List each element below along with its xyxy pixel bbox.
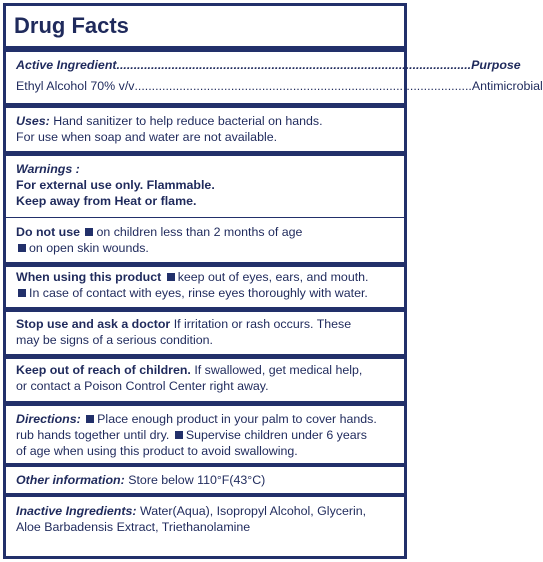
uses-section — [6, 113, 404, 145]
directions-section — [6, 411, 404, 459]
keep-out-text: If swallowed, get medical help, — [194, 363, 363, 377]
directions-heading: Directions: — [16, 412, 81, 426]
uses-text: Hand sanitizer to help reduce bacterial on hands. — [53, 114, 323, 128]
bullet-square-icon — [175, 431, 183, 439]
uses-heading: Uses: — [16, 114, 50, 128]
inactive-ingredients-heading: Inactive Ingredients: — [16, 504, 137, 518]
do-not-use-heading: Do not use — [16, 225, 81, 239]
bullet-square-icon — [85, 228, 93, 236]
divider — [6, 401, 404, 406]
keep-out-text: or contact a Poison Control Center right away. — [16, 379, 269, 393]
active-heading-row — [16, 57, 521, 73]
warnings-line: Keep away from Heat or flame. — [16, 194, 197, 208]
when-using-heading: When using this product — [16, 270, 162, 284]
inactive-ingredients-text: Aloe Barbadensis Extract, Triethanolamine — [16, 520, 251, 534]
bullet-square-icon — [18, 289, 26, 297]
divider — [6, 307, 404, 312]
keep-out-section — [6, 362, 404, 394]
other-information-section — [6, 472, 404, 488]
active-ingredient-row — [16, 78, 543, 94]
warnings-heading: Warnings : — [16, 162, 80, 176]
inactive-ingredients-section — [6, 503, 404, 535]
leader-dots: ....................................................................................................... — [116, 58, 472, 72]
stop-use-text: If irritation or rash occurs. These — [173, 317, 352, 331]
drug-facts-panel — [3, 3, 543, 559]
other-information-text: Store below 110°F(43°C) — [128, 473, 266, 487]
directions-item: Supervise children under 6 years — [185, 428, 367, 442]
when-using-item: In case of contact with eyes, rinse eyes thoroughly with water. — [29, 286, 368, 300]
divider — [6, 262, 404, 267]
do-not-use-item: on open skin wounds. — [29, 241, 149, 255]
divider — [6, 103, 404, 108]
purpose-heading: Purpose — [471, 58, 521, 72]
warnings-section — [6, 161, 404, 209]
drug-facts-title: Drug Facts — [14, 13, 129, 38]
do-not-use-item: on children less than 2 months of age — [96, 225, 303, 239]
active-ingredient-heading: Active Ingredient — [16, 58, 117, 72]
uses-text: For use when soap and water are not available. — [16, 130, 278, 144]
stop-use-heading: Stop use and ask a doctor — [16, 317, 171, 331]
active-ingredient-purpose: Antimicrobial — [471, 79, 543, 93]
divider — [6, 151, 404, 156]
divider — [6, 354, 404, 359]
warnings-line: For external use only. Flammable. — [16, 178, 215, 192]
directions-item: Place enough product in your palm to cover hands. — [97, 412, 377, 426]
leader-dots: .................................................................................................. — [134, 79, 472, 93]
active-ingredient-section — [6, 57, 543, 94]
directions-item: rub hands together until dry. — [16, 428, 170, 442]
stop-use-text: may be signs of a serious condition. — [16, 333, 213, 347]
divider — [6, 463, 404, 467]
do-not-use-section — [6, 224, 404, 256]
bullet-square-icon — [18, 244, 26, 252]
divider — [6, 46, 404, 52]
when-using-item: keep out of eyes, ears, and mouth. — [177, 270, 369, 284]
when-using-section — [6, 269, 404, 301]
directions-item: of age when using this product to avoid swallowing. — [16, 444, 298, 458]
stop-use-section — [6, 316, 404, 348]
bullet-square-icon — [86, 415, 94, 423]
divider — [6, 217, 404, 218]
inactive-ingredients-text: Water(Aqua), Isopropyl Alcohol, Glycerin, — [139, 504, 367, 518]
bullet-square-icon — [167, 273, 175, 281]
divider — [6, 493, 404, 497]
keep-out-heading: Keep out of reach of children. — [16, 363, 191, 377]
other-information-heading: Other information: — [16, 473, 125, 487]
active-ingredient-name: Ethyl Alcohol 70% v/v — [16, 79, 135, 93]
